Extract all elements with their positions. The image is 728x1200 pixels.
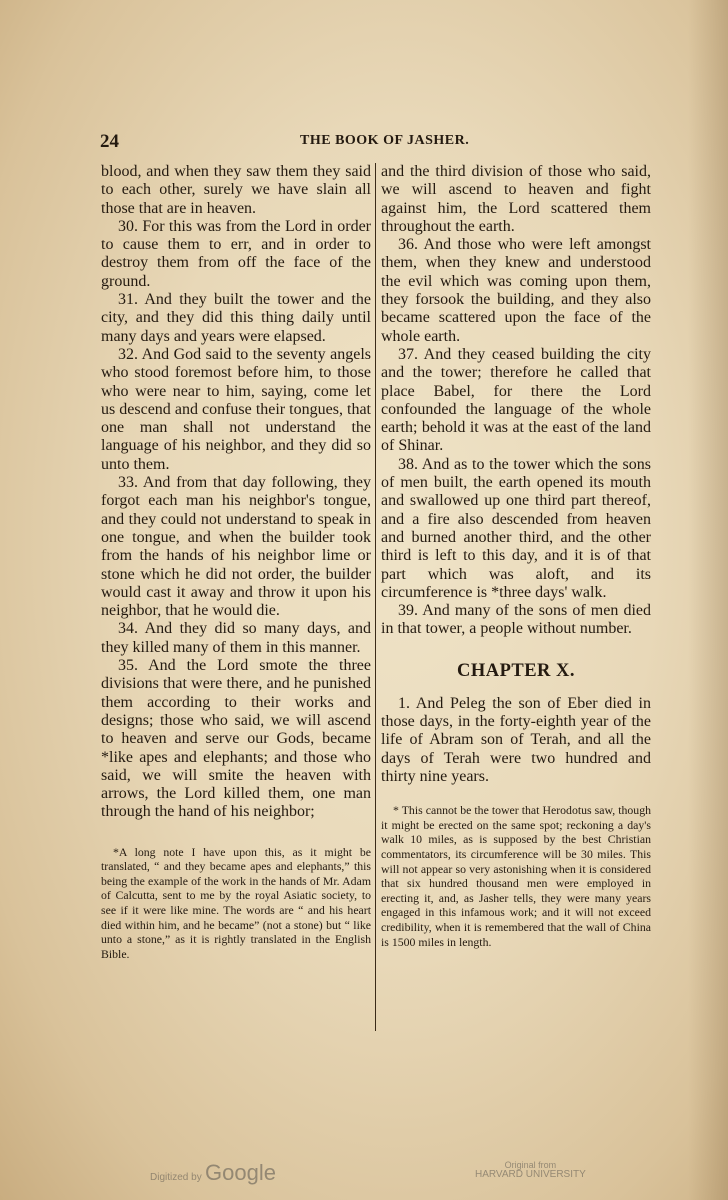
holder-name: HARVARD UNIVERSITY: [475, 1169, 586, 1180]
verse-37: 37. And they ceased building the city and the tower; therefore he called that place Babel, for there the Lord confounded the language of the whole earth; behold it was at the east of the land of Shinar.: [381, 345, 651, 455]
original-from-label: [475, 1160, 586, 1180]
digitized-by-label: Digitized by: [150, 1172, 202, 1183]
verse-38: 38. And as to the tower which the sons of men built, the earth opened its mouth and swallowed up one third part thereof, and a fire also descended from heaven and burned another third, and the other third is left to this day, and it is of that part which was aloft, and its circumference is *three days' walk.: [381, 455, 651, 601]
verse-34: 34. And they did so many days, and they killed many of them in this manner.: [101, 620, 371, 656]
verse-36: 36. And those who were left amongst them, when they knew and understood the evil which was coming upon them, they forsook the building, and they also became scattered upon the face of the whole earth.: [381, 236, 651, 345]
footnote-left: *A long note I have upon this, as it might be translated, “ and they became apes and elephants,” this being the example of the work in the hands of Mr. Adam of Calcutta, sent to me by the royal Asiatic society, to see if it were like mine. The words are “ and his heart died within him, and he became” (not a stone) but “ like unto a stone,” as it is rightly translated in the English Bible.: [101, 844, 371, 961]
page-number: 24: [100, 131, 119, 152]
verse-text: and the third division of those who said, we will ascend to heaven and fight against him, the Lord scattered them throughout the earth.: [381, 163, 651, 235]
verse-31: 31. And they built the tower and the city, and they did this thing daily until many days and years were elapsed.: [101, 291, 371, 345]
chapter-heading: CHAPTER X.: [456, 660, 576, 681]
verse-32: 32. And God said to the seventy angels who stood foremost before him, to those who were near to him, saying, come let us descend and confuse their tongues, that one man shall not understand the language of his neighbor, and they did so unto them.: [101, 345, 371, 473]
column-divider: [375, 163, 376, 1031]
verse-33: 33. And from that day following, they forgot each man his neighbor's tongue, and they could not understand to speak in one tongue, and when the builder took from the hands of his neighbor lime or stone which he did not order, the builder would cast it away and throw it upon his neighbor, that he would die.: [101, 474, 371, 620]
verse-30: 30. For this was from the Lord in order to cause them to err, and in order to destroy them from off the face of the ground.: [101, 217, 371, 290]
right-column: [381, 163, 651, 949]
verse-35: 35. And the Lord smote the three divisions that were there, and he punished them according to their works and designs; those who said, we will ascend to heaven and serve our Gods, became *like apes and elephants; and those who said, we will smite the heaven with arrows, the Lord killed them, one man through the hand of his neighbor;: [101, 657, 371, 821]
verse-text: blood, and when they saw them they said to each other, surely we have slain all those that are in heaven.: [101, 163, 371, 217]
digitization-watermark: [150, 1160, 590, 1190]
footnote-right: * This cannot be the tower that Herodotus saw, though it might be erected on the same spot; reckoning a day's walk 10 miles, as is supposed by the best Christian commentators, its circumference will be 30 miles. This will not appear so very astonishing when it is considered that six hundred thousand men were employed in erecting it, and, as Jasher tells, they were many years engaged in this infamous work; and it will not exceed credibility, when it is remembered that the wall of China is 1500 miles in length.: [381, 803, 651, 949]
book-title: THE BOOK OF JASHER.: [300, 133, 470, 148]
running-head: [100, 131, 655, 151]
verse-39: 39. And many of the sons of men died in that tower, a people without number.: [381, 602, 651, 638]
chapter-x-verse-1: 1. And Peleg the son of Eber died in those days, in the forty-eighth year of the life of Abram son of Terah, and all the days of Terah were two hundred and thirty nine years.: [381, 694, 651, 785]
left-column: [101, 163, 371, 961]
original-from-text: Original from: [504, 1160, 557, 1170]
google-logo: Google: [205, 1160, 276, 1185]
